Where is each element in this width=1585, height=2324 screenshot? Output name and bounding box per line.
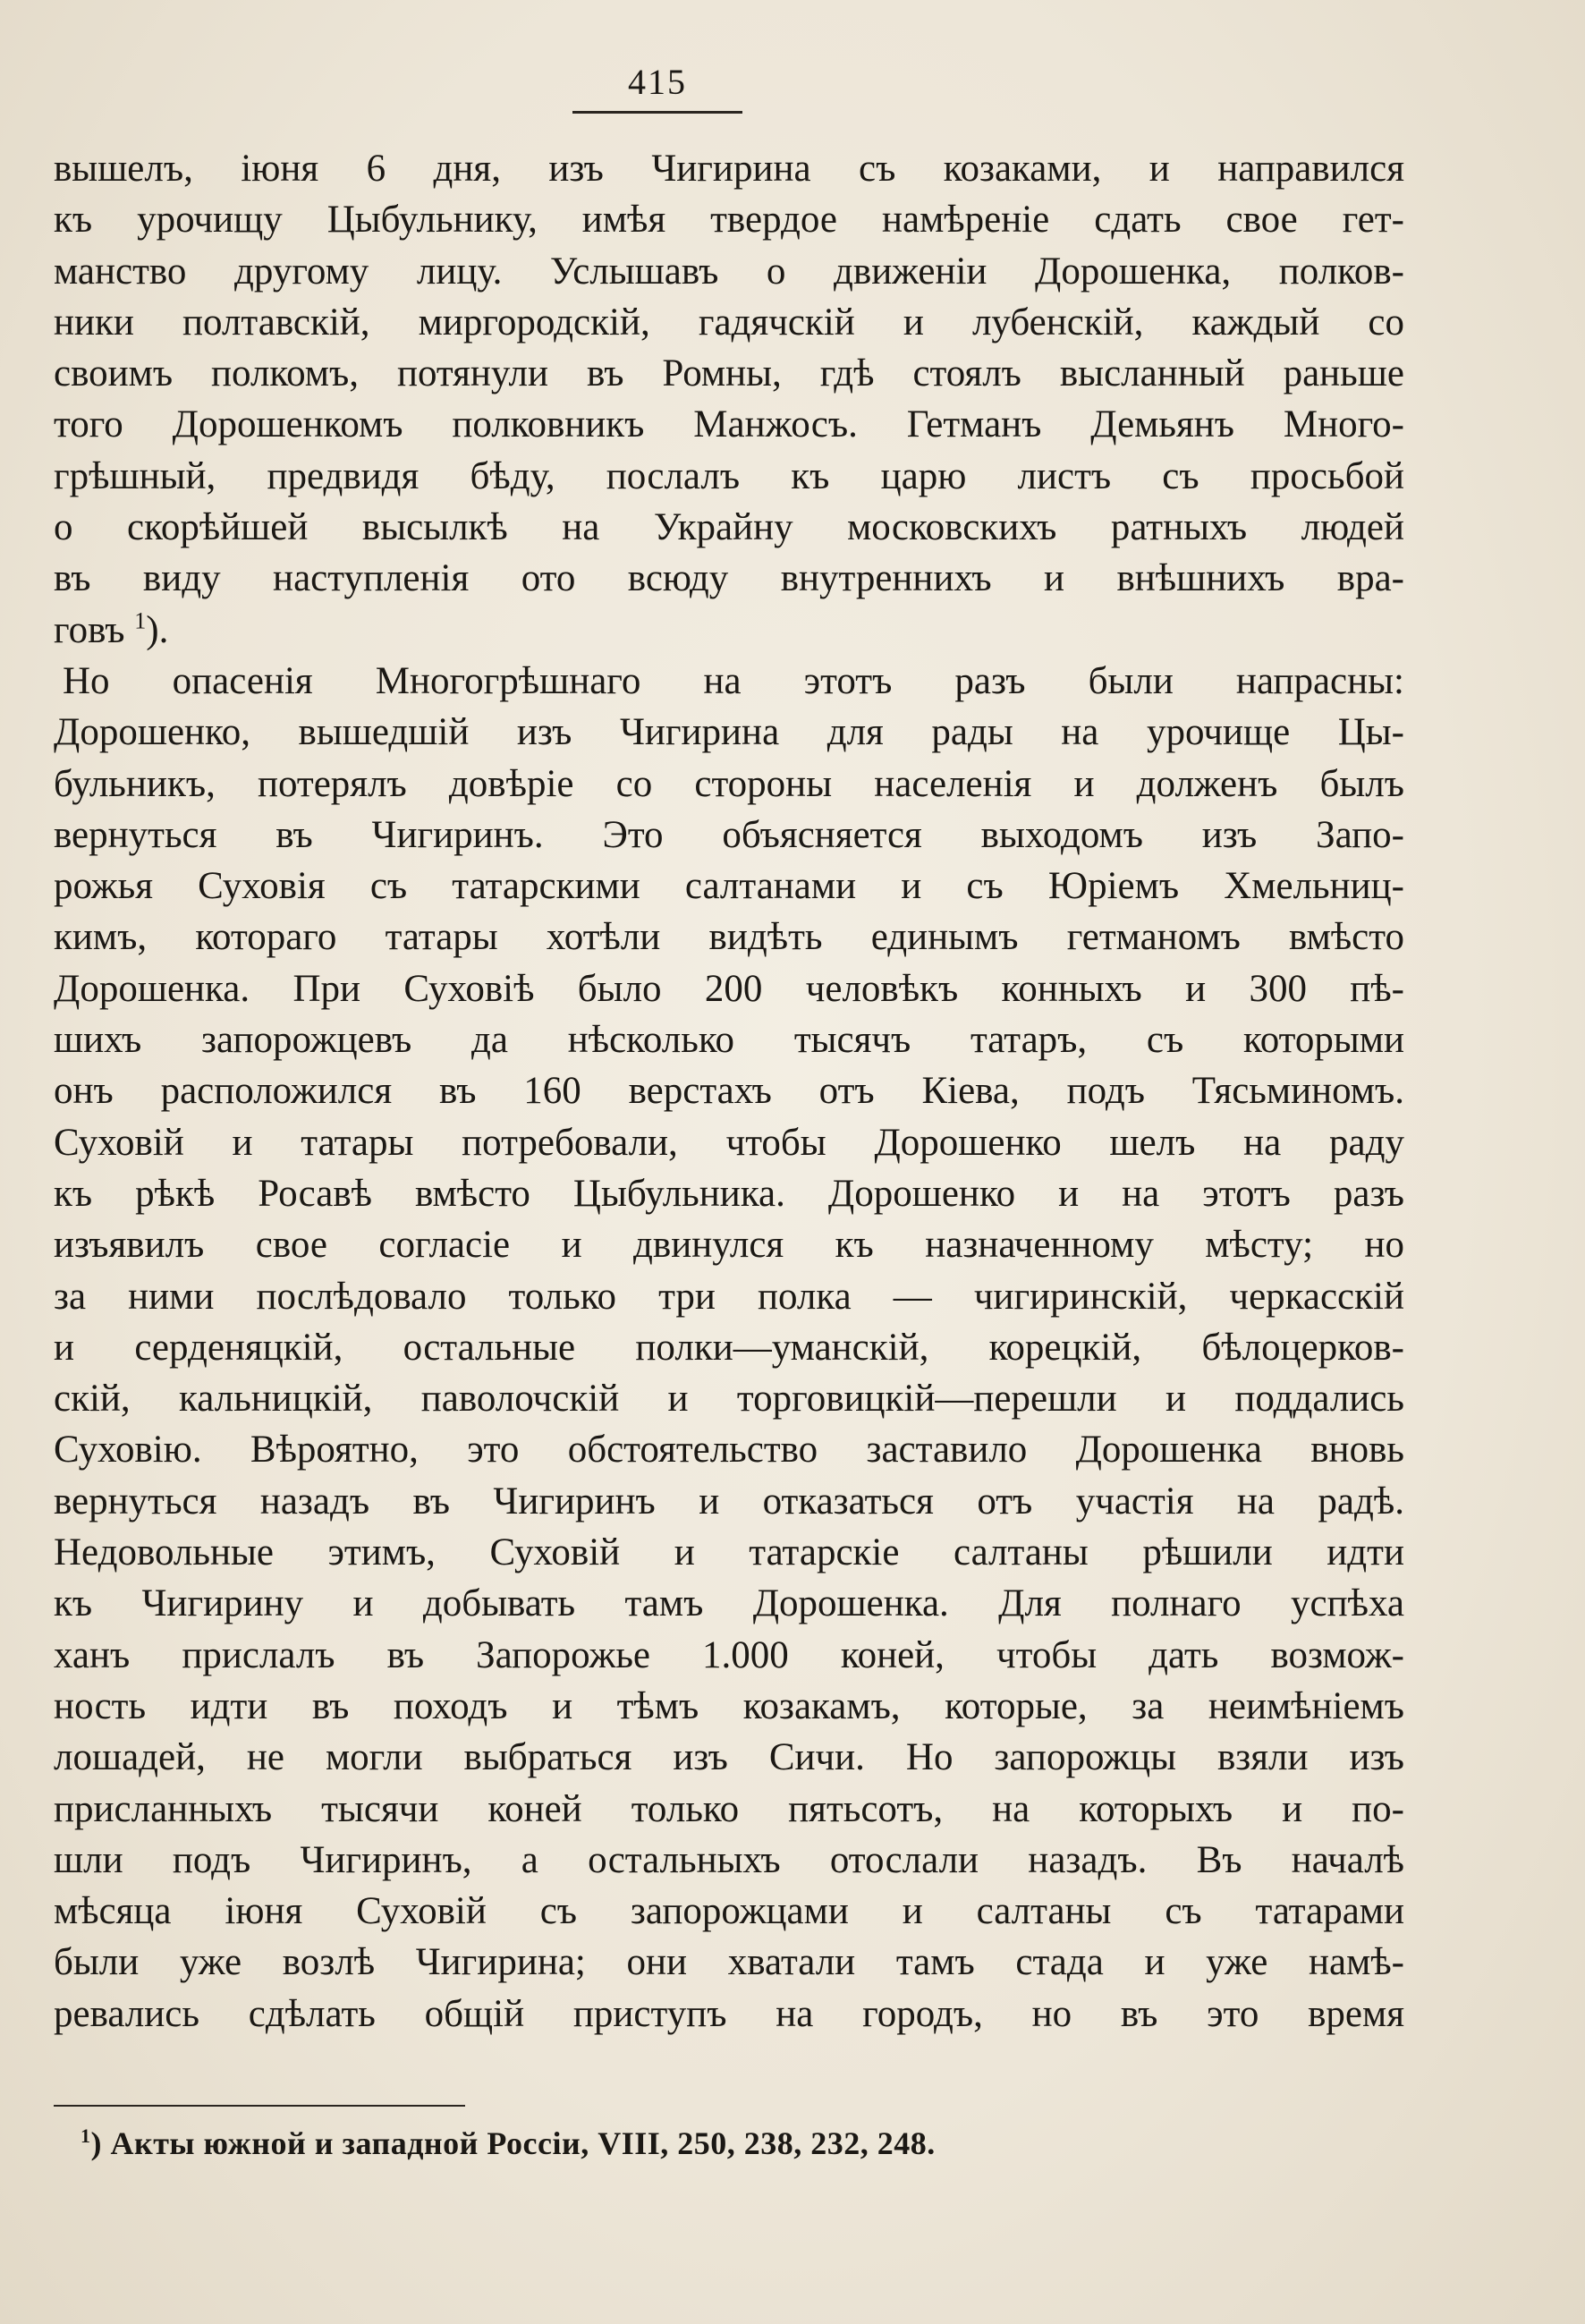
text-line: рожья Суховія съ татарскими салтанами и съ Юріемъ Хмельниц-: [54, 865, 1404, 908]
text-line: кимъ, котораго татары хотѣли видѣть единымъ гетманомъ вмѣсто: [54, 916, 1404, 959]
text-line: бульникъ, потерялъ довѣріе со стороны населенія и долженъ былъ: [54, 762, 1404, 805]
text-line: вернуться назадъ въ Чигиринъ и отказаться отъ участія на радѣ.: [54, 1480, 1404, 1522]
text-line: Суховій и татары потребовали, чтобы Дорошенко шелъ на раду: [54, 1121, 1404, 1164]
text-line: скій, кальницкій, паволочскій и торговицкій—перешли и поддались: [54, 1378, 1404, 1421]
body-text: [54, 143, 1404, 2040]
text-line-paragraph-end: [54, 605, 1404, 656]
text-line: къ Чигирину и добывать тамъ Дорошенка. Для полнаго успѣха: [54, 1582, 1404, 1625]
text-line: къ урочищу Цыбульнику, имѣя твердое намѣреніе сдать свое гет-: [54, 199, 1404, 242]
text-line: шихъ запорожцевъ да нѣсколько тысячъ татаръ, съ которыми: [54, 1019, 1404, 1062]
text-line: лошадей, не могли выбраться изъ Сичи. Но запорожцы взяли изъ: [54, 1736, 1404, 1779]
text-line: Суховію. Вѣроятно, это обстоятельство заставило Дорошенка вновь: [54, 1429, 1404, 1472]
text-line: вернуться въ Чигиринъ. Это объясняется выходомъ изъ Запо-: [54, 813, 1404, 856]
text-line: онъ расположился въ 160 верстахъ отъ Кіева, подъ Тясьминомъ.: [54, 1070, 1404, 1113]
text-line: того Дорошенкомъ полковникъ Манжосъ. Гетманъ Демьянъ Много-: [54, 403, 1404, 446]
footnote: [81, 2125, 936, 2162]
text-line: своимъ полкомъ, потянули въ Ромны, гдѣ стоялъ высланный раньше: [54, 352, 1404, 395]
text-line-content: говъ: [54, 608, 125, 651]
text-line: о скорѣйшей высылкѣ на Украйну московскихъ ратныхъ людей: [54, 506, 1404, 549]
text-line: ревались сдѣлать общій приступъ на городъ, но въ это время: [54, 1992, 1404, 2035]
footnote-rule: [54, 2105, 465, 2107]
footnote-marker-suffix: ): [90, 2125, 102, 2161]
text-line: и серденяцкій, остальные полки—уманскій, корецкій, бѣлоцерков-: [54, 1326, 1404, 1369]
text-line: ники полтавскій, миргородскій, гадячскій и лубенскій, каждый со: [54, 301, 1404, 344]
text-line: Дорошенка. При Суховіѣ было 200 человѣкъ конныхъ и 300 пѣ-: [54, 967, 1404, 1010]
footnote-reference-suffix: ).: [146, 608, 169, 651]
page-number: 415: [628, 62, 687, 102]
text-line: ханъ прислалъ въ Запорожье 1.000 коней, чтобы дать возмож-: [54, 1633, 1404, 1676]
text-line: за ними послѣдовало только три полка — чигиринскій, черкасскій: [54, 1275, 1404, 1318]
text-line: Дорошенко, вышедшій изъ Чигирина для рады на урочище Цы-: [54, 711, 1404, 754]
text-line: въ виду наступленія ото всюду внутреннихъ и внѣшнихъ вра-: [54, 557, 1404, 600]
footnote-marker: 1: [81, 2125, 91, 2147]
text-line: Недовольные этимъ, Суховій и татарскіе салтаны рѣшили идти: [54, 1531, 1404, 1574]
text-line: шли подъ Чигиринъ, а остальныхъ отослали назадъ. Въ началѣ: [54, 1838, 1404, 1881]
text-line-paragraph-start: Но опасенія Многогрѣшнаго на этотъ разъ были напрасны:: [63, 659, 1404, 702]
text-line: вышелъ, іюня 6 дня, изъ Чигирина съ козаками, и направился: [54, 148, 1404, 190]
text-line: къ рѣкѣ Росавѣ вмѣсто Цыбульника. Дорошенко и на этотъ разъ: [54, 1172, 1404, 1215]
text-line: ность идти въ походъ и тѣмъ козакамъ, которые, за неимѣніемъ: [54, 1684, 1404, 1727]
text-line: изъявилъ свое согласіе и двинулся къ назначенному мѣсту; но: [54, 1224, 1404, 1267]
text-line: мѣсяца іюня Суховій съ запорожцами и салтаны съ татарами: [54, 1890, 1404, 1933]
page-number-rule: [572, 111, 742, 114]
text-line: присланныхъ тысячи коней только пятьсотъ, на которыхъ и по-: [54, 1787, 1404, 1830]
text-line: грѣшный, предвидя бѣду, послалъ къ царю листъ съ просьбой: [54, 454, 1404, 497]
footnote-text: Акты южной и западной Россіи, VIII, 250, 238, 232, 248.: [102, 2125, 936, 2161]
text-line: манство другому лицу. Услышавъ о движеніи Дорошенка, полков-: [54, 250, 1404, 293]
text-line: были уже возлѣ Чигирина; они хватали тамъ стада и уже намѣ-: [54, 1941, 1404, 1984]
footnote-reference: 1: [134, 607, 147, 634]
